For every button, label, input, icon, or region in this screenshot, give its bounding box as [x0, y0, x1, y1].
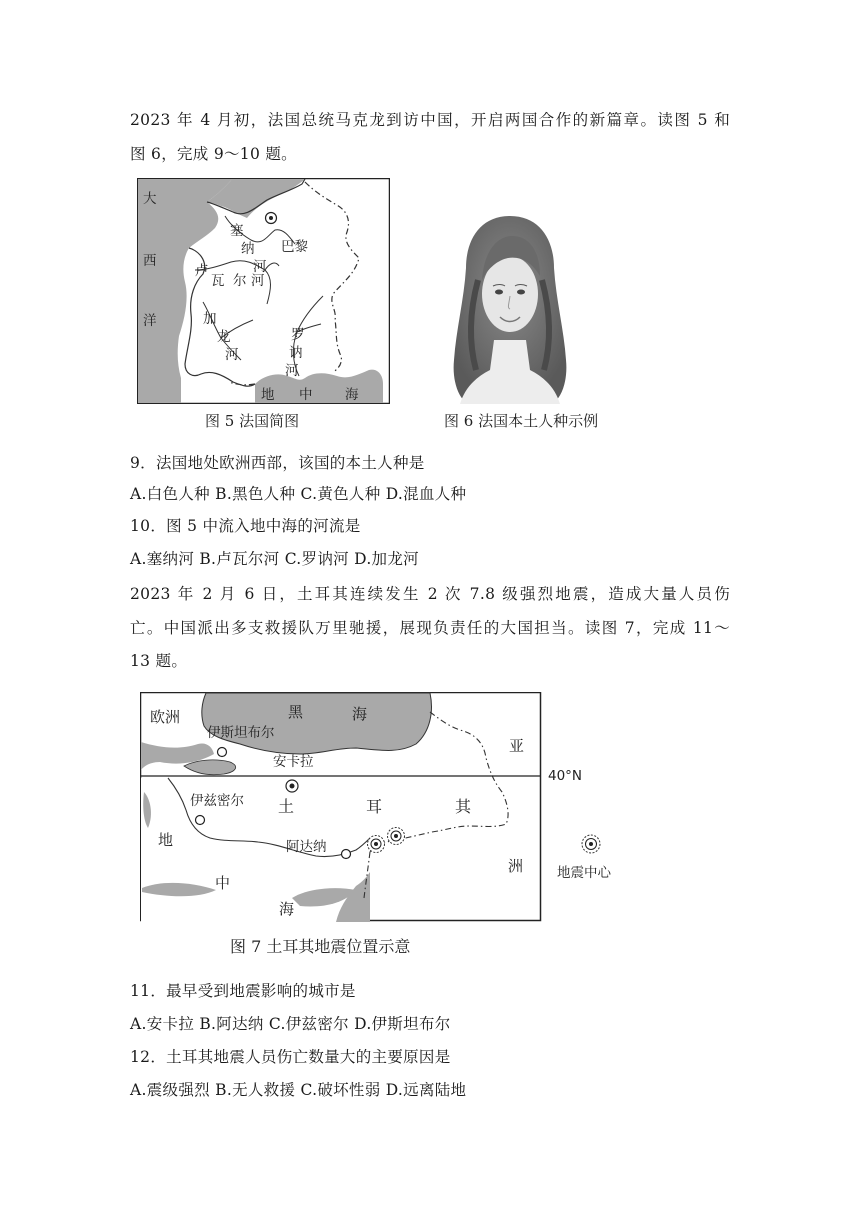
map7-label-zhong: 中 [215, 874, 231, 892]
map-label-er: 尔 [233, 273, 247, 289]
intro-1-line-2: 图 6，完成 9～10 题。 [130, 145, 297, 163]
map-label-he3: 河 [225, 347, 239, 363]
q9-stem: 9．法国地处欧洲西部，该国的本土人种是 [130, 454, 425, 472]
map-label-yang: 洋 [143, 313, 157, 329]
legend-earthquake-center: 地震中心 [557, 865, 611, 881]
intro-2-line-2: 亡。中国派出多支救援队万里驰援，展现负责任的大国担当。读图 7，完成 11～ [130, 619, 730, 637]
latitude-label: 40°N [548, 768, 583, 784]
map-label-he2: 河 [251, 273, 265, 289]
map-label-lu: 卢 [195, 263, 209, 279]
map-label-he1: 河 [253, 259, 267, 275]
map-label-paris: 巴黎 [281, 239, 308, 255]
map-label-sai: 塞 [230, 223, 244, 239]
q12-options: A.震级强烈 B.无人救援 C.破坏性弱 D.远离陆地 [130, 1081, 467, 1099]
map7-label-hai2: 海 [279, 900, 295, 918]
map-label-zhong: 中 [299, 387, 313, 403]
q9-options: A.白色人种 B.黑色人种 C.黄色人种 D.混血人种 [130, 485, 467, 503]
map7-label-ya: 亚 [509, 737, 525, 755]
q12-stem: 12．土耳其地震人员伤亡数量大的主要原因是 [130, 1048, 451, 1066]
q10-stem: 10．图 5 中流入地中海的河流是 [130, 517, 361, 535]
france-map [137, 178, 390, 404]
figure-6-caption: 图 6 法国本土人种示例 [444, 412, 599, 430]
map-label-di: 地 [261, 387, 275, 403]
map-label-da: 大 [143, 191, 157, 207]
map-label-luo: 罗 [291, 327, 305, 343]
map7-label-ankara: 安卡拉 [273, 754, 314, 770]
portrait-image [450, 210, 570, 404]
earthquake-center-icon [580, 833, 602, 855]
map-label-long: 龙 [217, 329, 231, 345]
map7-label-istanbul: 伊斯坦布尔 [207, 725, 275, 741]
map7-label-hei: 黑 [288, 703, 304, 721]
map7-label-qi: 其 [455, 797, 472, 816]
map-label-wa: 瓦 [211, 273, 225, 289]
map7-label-zhou: 洲 [508, 857, 524, 875]
q11-stem: 11．最早受到地震影响的城市是 [130, 982, 356, 1000]
intro-2-line-1: 2023 年 2 月 6 日，土耳其连续发生 2 次 7.8 级强烈地震，造成大量人员伤 [130, 585, 730, 603]
map7-label-tu: 土 [278, 797, 295, 816]
intro-1-line-1: 2023 年 4 月初，法国总统马克龙到访中国，开启两国合作的新篇章。读图 5 和 [130, 111, 730, 129]
map-label-jia: 加 [203, 311, 217, 327]
map7-label-ouzhou: 欧洲 [150, 708, 181, 726]
map-label-hai: 海 [345, 387, 359, 403]
map7-label-izmir: 伊兹密尔 [190, 793, 244, 809]
figure-5-caption: 图 5 法国简图 [205, 412, 300, 430]
intro-2-line-3: 13 题。 [130, 652, 188, 670]
map-label-na2: 讷 [289, 345, 303, 361]
map-label-he4: 河 [285, 363, 299, 379]
q11-options: A.安卡拉 B.阿达纳 C.伊兹密尔 D.伊斯坦布尔 [130, 1015, 451, 1033]
map7-label-hai1: 海 [352, 705, 368, 723]
map-label-xi: 西 [143, 253, 157, 269]
map7-label-di: 地 [158, 831, 174, 849]
map7-label-er: 耳 [366, 797, 383, 816]
map7-label-adana: 阿达纳 [286, 839, 327, 855]
figure-7-caption: 图 7 土耳其地震位置示意 [230, 937, 411, 956]
map-label-na: 纳 [241, 241, 255, 257]
q10-options: A.塞纳河 B.卢瓦尔河 C.罗讷河 D.加龙河 [130, 550, 419, 568]
turkey-map [140, 692, 550, 922]
